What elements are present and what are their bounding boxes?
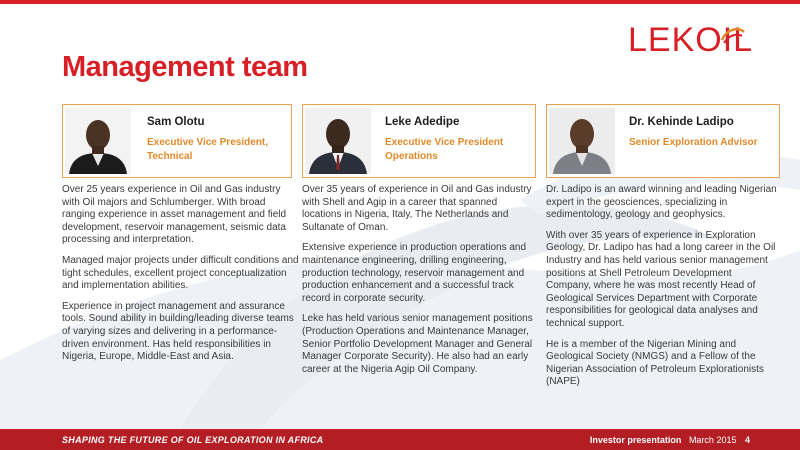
person-portrait-icon bbox=[549, 108, 615, 174]
person-card-1 bbox=[62, 104, 292, 178]
bio-column-2 bbox=[302, 184, 537, 384]
person-portrait-icon bbox=[305, 108, 371, 174]
person-role: Senior Exploration Advisor bbox=[629, 137, 758, 148]
bio-paragraph: With over 35 years of experience in Exploration Geology, Dr. Ladipo has had a long career in the Oil Industry and has held various senior management positions at Shell Petroleum Development Company, where he was most recently Head of Geological Services Department with Corporate responsibilities for geological data analyses and technical support. bbox=[546, 229, 776, 329]
person-name: Sam Olotu bbox=[147, 116, 205, 128]
bio-column-1 bbox=[62, 184, 300, 372]
person-role: Executive Vice President Operations bbox=[385, 137, 504, 162]
bio-paragraph: Leke has held various senior management positions (Production Operations and Maintenance Manager, Senior Portfolio Development Manager and General Manager Corporate Security). He also had an early career at the Nigeria Agip Oil Company. bbox=[302, 313, 533, 375]
footer-presentation: Investor presentation bbox=[589, 435, 682, 445]
bio-paragraph: Managed major projects under difficult conditions and tight schedules, excellent project conceptualization and implementation abilities. bbox=[62, 254, 299, 292]
logo-arc-icon bbox=[720, 24, 746, 46]
logo-text: LEKOIL bbox=[628, 21, 754, 59]
lekoil-logo bbox=[628, 20, 778, 60]
bio-paragraph: Extensive experience in production operations and maintenance engineering, drilling engineering, production technology, reservoir management and production enhancement and a successful track record in corporate security. bbox=[302, 242, 527, 304]
person-role: Executive Vice President, Technical bbox=[147, 137, 268, 162]
person-card-2 bbox=[302, 104, 536, 178]
bio-column-3 bbox=[546, 184, 778, 397]
footer-date: March 2015 bbox=[688, 435, 737, 445]
page-number: 4 bbox=[744, 435, 750, 445]
footer-tagline: SHAPING THE FUTURE OF OIL EXPLORATION IN AFRICA bbox=[62, 435, 324, 445]
bio-paragraph: Experience in project management and assurance tools. Sound ability in building/leading diverse teams of varying sizes and delivering in a performance-driven environment. Has held responsibilities in Nigeria, Europe, Middle-East and Asia. bbox=[62, 300, 294, 363]
portrait-photo bbox=[65, 108, 131, 174]
page-title: Management team bbox=[62, 51, 308, 83]
person-name: Dr. Kehinde Ladipo bbox=[629, 116, 734, 128]
bio-paragraph: Over 25 years experience in Oil and Gas industry with Oil majors and Schlumberger. With broad ranging experience in asset management and field development, reservoir management, seismic data processing and interpretation. bbox=[62, 184, 287, 246]
footer-meta bbox=[590, 434, 750, 446]
bio-paragraph: Dr. Ladipo is an award winning and leading Nigerian expert in the geosciences, specializing in sedimentology, geology and geophysics. bbox=[546, 184, 777, 221]
person-portrait-icon bbox=[65, 108, 131, 174]
portrait-photo bbox=[305, 108, 371, 174]
portrait-photo bbox=[549, 108, 615, 174]
bio-paragraph: He is a member of the Nigerian Mining and Geological Society (NMGS) and a Fellow of the Nigerian Association of Petroleum Explorationists (NAPE) bbox=[546, 338, 764, 388]
person-card-3 bbox=[546, 104, 780, 178]
bio-paragraph: Over 35 years of experience in Oil and Gas industry with Shell and Agip in a career that spanned locations in Nigeria, Italy, The Netherlands and Sultanate of Oman. bbox=[302, 184, 532, 233]
person-name: Leke Adedipe bbox=[385, 116, 460, 128]
footer-bar bbox=[0, 430, 800, 450]
top-accent-rule bbox=[0, 0, 800, 4]
